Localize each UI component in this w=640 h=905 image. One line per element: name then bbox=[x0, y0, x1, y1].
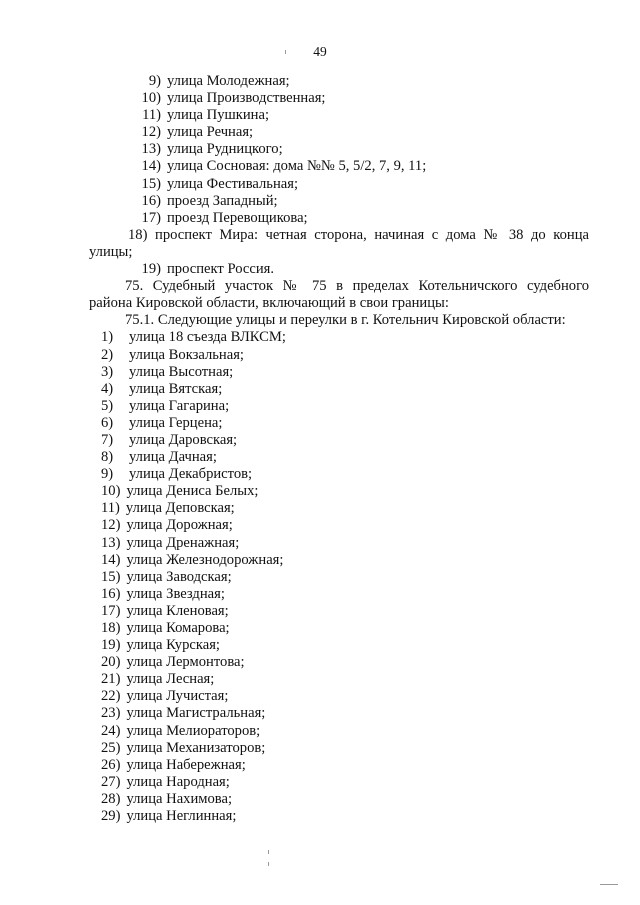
list-item-number: 14) bbox=[101, 551, 121, 568]
list-item-text: улица Производственная; bbox=[167, 90, 326, 107]
list-item-text: проспект Россия. bbox=[167, 261, 274, 278]
list-item bbox=[89, 535, 589, 552]
street-list-75-1 bbox=[89, 329, 589, 825]
document-body bbox=[89, 73, 589, 825]
list-item-number: 15) bbox=[141, 175, 161, 192]
list-item-number: 9) bbox=[148, 73, 161, 89]
list-item bbox=[89, 176, 589, 193]
list-item-number: 7) bbox=[101, 431, 114, 448]
list-item bbox=[89, 73, 589, 90]
list-item-number: 2) bbox=[101, 346, 114, 363]
list-item-number: 8) bbox=[101, 449, 114, 466]
list-item bbox=[89, 757, 589, 774]
list-item-number: 6) bbox=[101, 414, 114, 431]
list-item-number: 17) bbox=[141, 209, 161, 226]
list-item bbox=[89, 141, 589, 158]
list-item-number: 22) bbox=[101, 688, 121, 705]
list-item-text: улица Лучистая; bbox=[126, 688, 229, 705]
list-item-number: 11) bbox=[142, 107, 161, 124]
list-item bbox=[89, 107, 589, 124]
list-item-text: улица Рудницкого; bbox=[167, 141, 283, 158]
list-item bbox=[89, 774, 589, 791]
list-item-text: улица Заводская; bbox=[126, 568, 232, 585]
list-item-number: 1) bbox=[101, 329, 114, 346]
list-item bbox=[89, 500, 589, 517]
list-item bbox=[89, 381, 589, 398]
list-item bbox=[89, 483, 589, 500]
list-item bbox=[89, 364, 589, 381]
list-item bbox=[89, 808, 589, 825]
list-item-text: улица Вокзальная; bbox=[129, 346, 244, 363]
list-item-number: 9) bbox=[101, 466, 114, 483]
list-item-number: 19) bbox=[141, 261, 161, 278]
list-item-text: улица 18 съезда ВЛКСМ; bbox=[129, 329, 286, 346]
list-item-text: улица Механизаторов; bbox=[126, 739, 266, 756]
list-item-number: 10) bbox=[101, 483, 121, 500]
list-item-text: проезд Перевощикова; bbox=[167, 209, 308, 226]
list-item bbox=[89, 449, 589, 466]
section-75-subheading: 75.1. Следующие улицы и переулки в г. Котельнич Кировской области: bbox=[125, 312, 566, 329]
list-item-text: улица Герцена; bbox=[129, 414, 223, 431]
list-item bbox=[89, 329, 589, 346]
scan-artifact bbox=[268, 862, 269, 866]
list-item-number: 12) bbox=[101, 517, 121, 534]
list-item-number: 12) bbox=[141, 124, 161, 141]
list-item bbox=[89, 705, 589, 722]
list-item-text: улица Магистральная; bbox=[126, 705, 266, 722]
list-item bbox=[89, 517, 589, 534]
list-item-number: 13) bbox=[141, 141, 161, 158]
scan-artifact bbox=[268, 850, 269, 854]
list-item-text: проезд Западный; bbox=[167, 192, 278, 209]
list-item bbox=[89, 671, 589, 688]
list-item-number: 16) bbox=[101, 585, 121, 602]
list-item-number: 4) bbox=[101, 380, 114, 397]
list-item-number: 3) bbox=[101, 363, 114, 380]
list-item-number: 14) bbox=[141, 158, 161, 175]
list-item-text: улица Дачная; bbox=[129, 449, 217, 466]
list-item-number: 17) bbox=[101, 602, 121, 619]
list-item-number: 19) bbox=[101, 637, 121, 654]
list-item bbox=[89, 398, 589, 415]
section-75-line-2: района Кировской области, включающий в свои границы: bbox=[89, 295, 449, 312]
list-item-number: 10) bbox=[141, 90, 161, 107]
list-item-number: 16) bbox=[141, 192, 161, 209]
list-item-text: улица Речная; bbox=[167, 124, 254, 141]
list-item-text: улица Дренажная; bbox=[126, 534, 240, 551]
list-item-number: 28) bbox=[101, 790, 121, 807]
list-item-text: улица Железнодорожная; bbox=[126, 551, 284, 568]
list-item bbox=[89, 654, 589, 671]
list-item bbox=[89, 791, 589, 808]
list-item-text: улица Набережная; bbox=[126, 756, 246, 773]
list-item-number: 29) bbox=[101, 808, 121, 825]
list-item-number: 20) bbox=[101, 654, 121, 671]
list-item-number: 18) bbox=[101, 620, 121, 636]
list-item-number: 21) bbox=[101, 671, 121, 688]
list-item bbox=[89, 193, 589, 210]
list-item bbox=[89, 688, 589, 705]
list-item-text: улица Пушкина; bbox=[167, 107, 269, 124]
list-item bbox=[89, 637, 589, 654]
list-item-number: 26) bbox=[101, 756, 121, 773]
list-item-number: 15) bbox=[101, 568, 121, 585]
list-item-number: 13) bbox=[101, 534, 121, 551]
list-item-text: улица Гагарина; bbox=[129, 397, 230, 414]
scan-artifact bbox=[285, 50, 286, 54]
list-item-number: 25) bbox=[101, 739, 121, 756]
list-item-text: улица Вятская; bbox=[129, 380, 223, 397]
list-item-text: улица Неглинная; bbox=[126, 808, 237, 825]
list-item-number: 11) bbox=[101, 500, 120, 517]
page-number: 49 bbox=[313, 44, 327, 59]
list-item bbox=[89, 210, 589, 227]
list-item bbox=[89, 603, 589, 620]
list-item bbox=[89, 620, 589, 637]
list-item-number: 23) bbox=[101, 705, 121, 722]
list-item bbox=[89, 586, 589, 603]
list-item-text: улица Молодежная; bbox=[167, 73, 290, 89]
list-item-text: улица Мелиораторов; bbox=[126, 722, 261, 739]
item-18-line-1: 18) проспект Мира: четная сторона, начиная с дома № 38 до конца bbox=[128, 226, 589, 243]
list-item bbox=[89, 432, 589, 449]
list-item-text: улица Курская; bbox=[126, 637, 220, 654]
list-item-number: 5) bbox=[101, 397, 114, 414]
section-75-line-1: 75. Судебный участок № 75 в пределах Котельничского судебного bbox=[125, 278, 589, 295]
list-item bbox=[89, 124, 589, 141]
list-item-text: улица Сосновая: дома №№ 5, 5/2, 7, 9, 11; bbox=[167, 158, 427, 175]
list-item-text: улица Декабристов; bbox=[129, 466, 253, 483]
list-item-text: улица Звездная; bbox=[126, 585, 225, 602]
list-item-text: улица Дениса Белых; bbox=[126, 483, 259, 500]
list-item bbox=[89, 415, 589, 432]
street-list-continued bbox=[89, 73, 589, 227]
list-item-text: улица Дорожная; bbox=[126, 517, 233, 534]
list-item-text: улица Фестивальная; bbox=[167, 175, 299, 192]
list-item-text: улица Даровская; bbox=[129, 431, 238, 448]
list-item bbox=[89, 552, 589, 569]
list-item bbox=[89, 90, 589, 107]
list-item bbox=[89, 569, 589, 586]
list-item bbox=[89, 466, 589, 483]
list-item-text: улица Лесная; bbox=[126, 671, 215, 688]
list-item-text: улица Кленовая; bbox=[126, 602, 229, 619]
item-18-line-2: улицы; bbox=[89, 243, 133, 260]
list-item-text: улица Комарова; bbox=[126, 620, 230, 636]
list-item-text: улица Лермонтова; bbox=[126, 654, 245, 671]
list-item-number: 27) bbox=[101, 773, 121, 790]
list-item bbox=[89, 740, 589, 757]
list-item bbox=[89, 158, 589, 175]
list-item bbox=[89, 723, 589, 740]
list-item-19 bbox=[89, 261, 589, 278]
list-item bbox=[89, 347, 589, 364]
list-item-text: улица Нахимова; bbox=[126, 790, 233, 807]
list-item-text: улица Высотная; bbox=[129, 363, 234, 380]
list-item-text: улица Деповская; bbox=[125, 500, 235, 517]
list-item-number: 24) bbox=[101, 722, 121, 739]
scan-artifact bbox=[600, 884, 618, 885]
list-item-text: улица Народная; bbox=[126, 773, 230, 790]
